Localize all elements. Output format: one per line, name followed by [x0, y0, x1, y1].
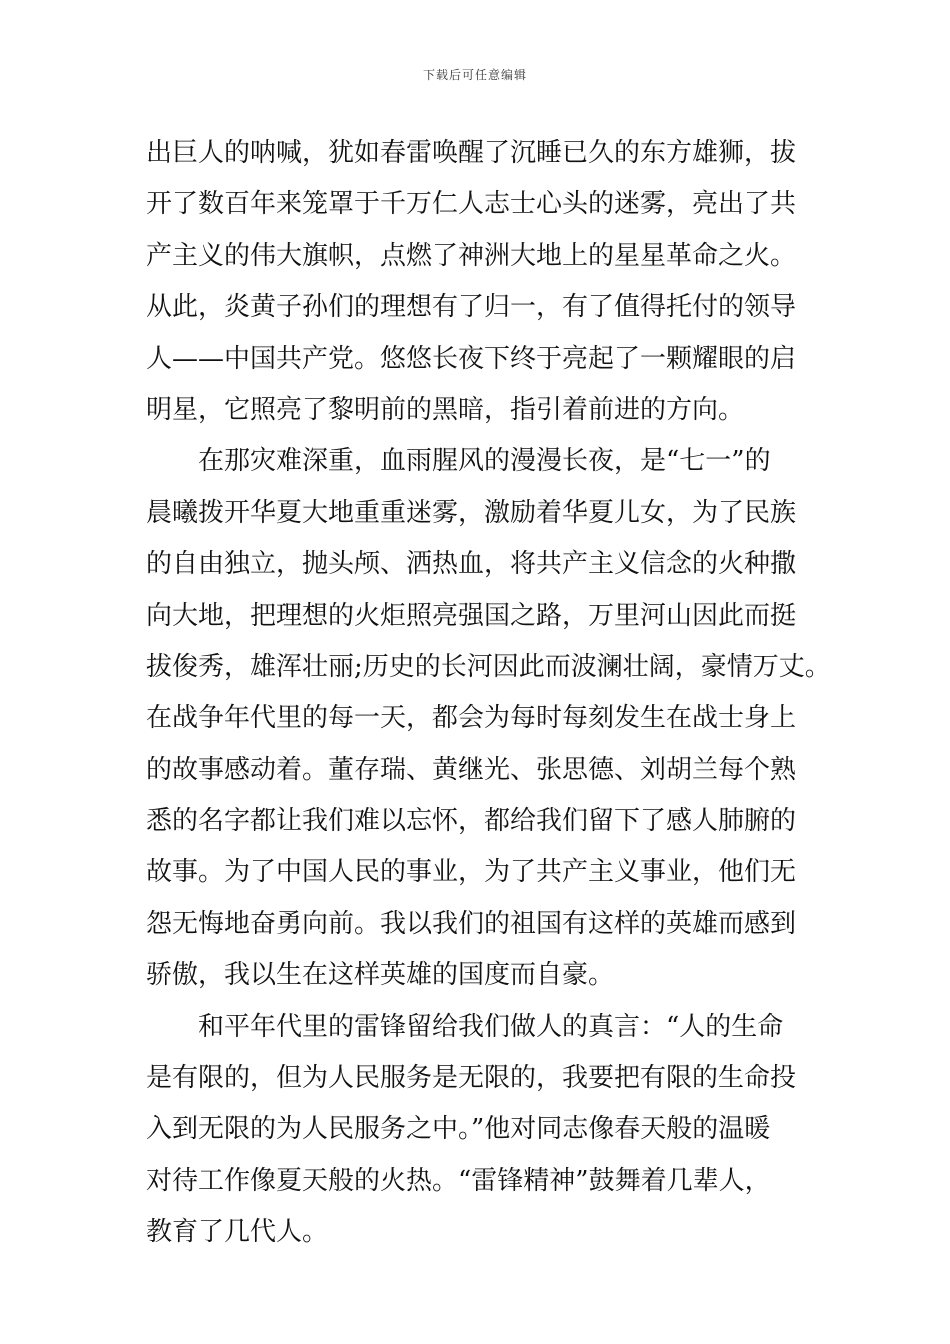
text-line: 的自由独立，抛头颅、洒热血，将共产主义信念的火种撒 — [146, 549, 797, 580]
text-line: 拔俊秀，雄浑壮丽;历史的长河因此而波澜壮阔，豪情万丈。 — [146, 651, 831, 682]
text-line: 在战争年代里的每一天，都会为每时每刻发生在战士身上 — [146, 703, 797, 734]
text-line: 从此，炎黄子孙们的理想有了归一，有了值得托付的领导 — [146, 292, 797, 323]
text-line: 晨曦拨开华夏大地重重迷雾，激励着华夏儿女，为了民族 — [146, 497, 797, 528]
text-line: 怨无悔地奋勇向前。我以我们的祖国有这样的英雄而感到 — [146, 908, 797, 939]
text-line: 产主义的伟大旗帜，点燃了神洲大地上的星星革命之火。 — [146, 240, 797, 271]
text-line: 和平年代里的雷锋留给我们做人的真言：“人的生命 — [146, 1011, 784, 1042]
page-header: 下载后可任意编辑 — [422, 68, 527, 82]
text-line: 入到无限的为人民服务之中。”他对同志像春天般的温暖 — [146, 1114, 771, 1145]
document-body — [146, 128, 836, 1259]
text-line: 骄傲，我以生在这样英雄的国度而自豪。 — [146, 960, 615, 991]
text-line: 明星，它照亮了黎明前的黑暗，指引着前进的方向。 — [146, 394, 745, 425]
text-line: 开了数百年来笼罩于千万仁人志士心头的迷雾，亮出了共 — [146, 189, 797, 220]
text-line: 在那灾难深重，血雨腥风的漫漫长夜，是“七一”的 — [146, 446, 771, 477]
text-line: 故事。为了中国人民的事业，为了共产主义事业，他们无 — [146, 857, 797, 888]
text-line: 出巨人的呐喊，犹如春雷唤醒了沉睡已久的东方雄狮，拔 — [146, 138, 797, 168]
text-line: 向大地，把理想的火炬照亮强国之路，万里河山因此而挺 — [146, 600, 797, 631]
text-line: 对待工作像夏天般的火热。“雷锋精神”鼓舞着几辈人， — [146, 1165, 771, 1196]
text-line: 人——中国共产党。悠悠长夜下终于亮起了一颗耀眼的启 — [146, 343, 797, 374]
text-line: 悉的名字都让我们难以忘怀，都给我们留下了感人肺腑的 — [146, 806, 797, 837]
text-line: 是有限的，但为人民服务是无限的，我要把有限的生命投 — [146, 1063, 797, 1094]
text-line: 教育了几代人。 — [146, 1217, 329, 1248]
text-line: 的故事感动着。董存瑞、黄继光、张思德、刘胡兰每个熟 — [146, 754, 797, 785]
